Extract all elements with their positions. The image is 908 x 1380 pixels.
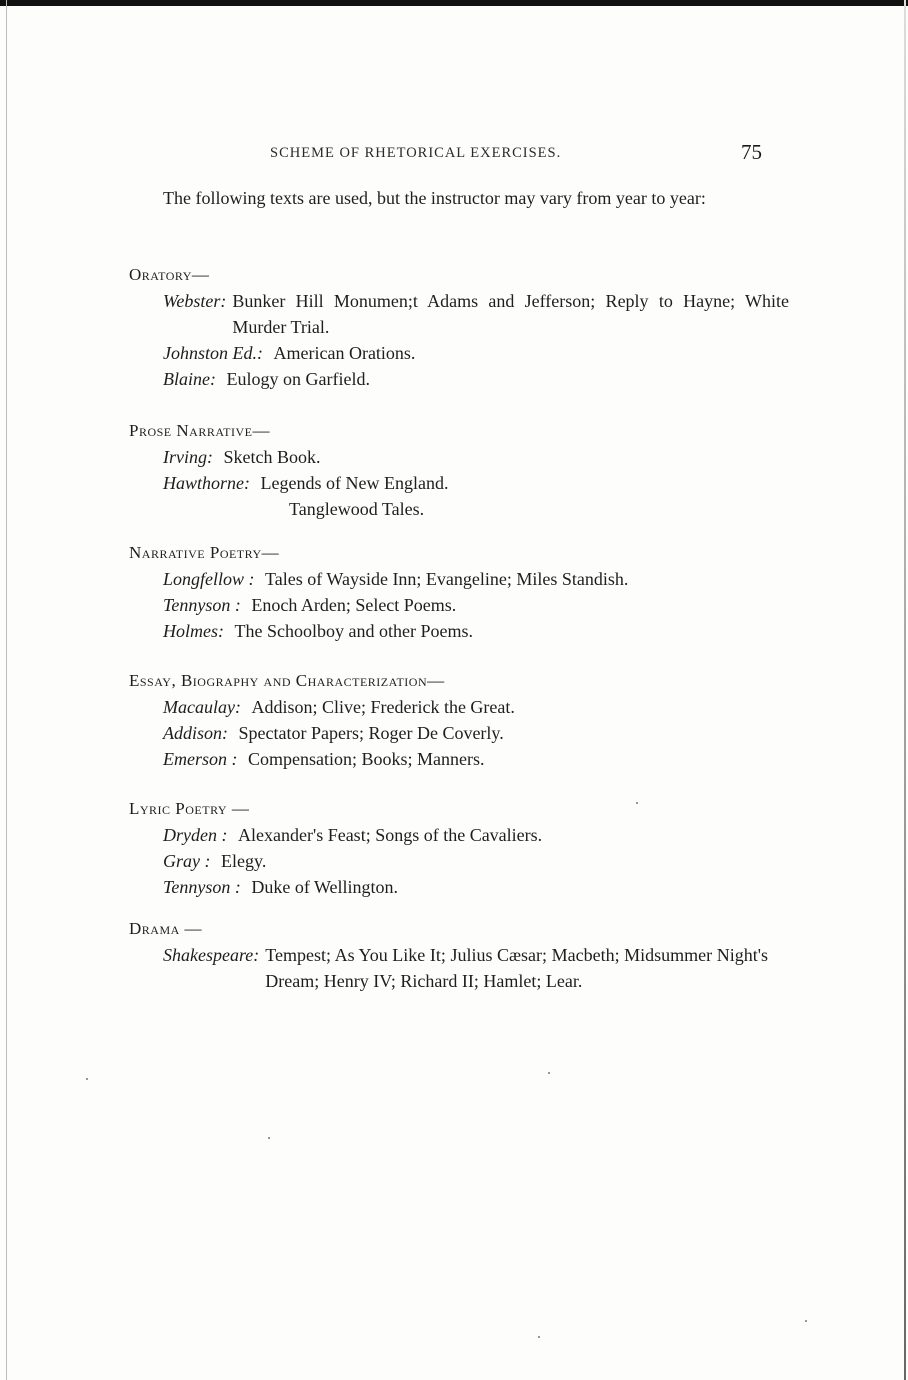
work-list: Spectator Papers; Roger De Coverly. (238, 723, 504, 743)
author-name: Emerson : (163, 749, 238, 769)
entry-macaulay (163, 694, 779, 720)
page-number: 75 (741, 140, 762, 164)
scan-speck (86, 1078, 88, 1080)
entry-holmes (163, 618, 779, 644)
section-heading: Oratory— (129, 265, 210, 284)
author-name: Tennyson : (163, 595, 241, 615)
section-essay-biography (129, 668, 779, 772)
scan-speck (538, 1336, 540, 1338)
author-name: Dryden : (163, 825, 228, 845)
author-name: Shakespeare: (163, 945, 260, 965)
entry-shakespeare (163, 942, 768, 994)
work-list: Enoch Arden; Select Poems. (251, 595, 457, 615)
entry-irving (163, 444, 779, 470)
entry-johnston (163, 340, 779, 366)
work-list: American Orations. (273, 343, 416, 363)
work-list: Duke of Wellington. (251, 877, 399, 897)
entry-emerson (163, 746, 779, 772)
work-list-continuation: Tanglewood Tales. (289, 499, 425, 519)
author-name: Holmes: (163, 621, 224, 641)
right-page-edge (904, 0, 906, 1380)
work-list: Legends of New England. (260, 473, 449, 493)
section-prose-narrative (129, 418, 779, 522)
work-list: Tempest; As You Like It; Julius Cæsar; Macbeth; Midsummer Night's Dream; Henry IV; Richard II; Hamlet; Lear. (265, 945, 768, 991)
work-list: Alexander's Feast; Songs of the Cavaliers. (237, 825, 543, 845)
author-name: Longfellow : (163, 569, 255, 589)
work-list: Sketch Book. (223, 447, 321, 467)
top-border-rule (0, 0, 908, 6)
work-list: Bunker Hill Monumen;t Adams and Jefferson; Reply to Hayne; White Murder Trial. (232, 291, 789, 337)
running-title: SCHEME OF RHETORICAL EXERCISES. (270, 145, 562, 161)
entry-blaine (163, 366, 779, 392)
section-heading: Narrative Poetry— (129, 543, 280, 562)
entry-hawthorne (163, 470, 779, 496)
work-list: Tales of Wayside Inn; Evangeline; Miles Standish. (265, 569, 629, 589)
author-name: Blaine: (163, 369, 216, 389)
entry-tennyson (163, 592, 779, 618)
intro-paragraph: The following texts are used, but the instructor may vary from year to year: (163, 188, 706, 208)
entry-dryden (163, 822, 779, 848)
scan-speck (268, 1137, 270, 1139)
author-name: Addison: (163, 723, 228, 743)
section-heading: Drama — (129, 919, 203, 938)
section-oratory (129, 262, 789, 392)
scan-speck (636, 802, 638, 804)
entry-gray (163, 848, 779, 874)
entry-addison (163, 720, 779, 746)
entry-webster (163, 288, 789, 340)
work-list: Addison; Clive; Frederick the Great. (251, 697, 515, 717)
work-list: Eulogy on Garfield. (226, 369, 370, 389)
author-name: Johnston Ed.: (163, 343, 263, 363)
section-drama (129, 916, 779, 994)
section-heading: Essay, Biography and Characterization— (129, 671, 445, 690)
work-list: Compensation; Books; Manners. (248, 749, 485, 769)
author-name: Tennyson : (163, 877, 241, 897)
entry-tennyson-lyric (163, 874, 779, 900)
entry-longfellow (163, 566, 779, 592)
author-name: Macaulay: (163, 697, 241, 717)
author-name: Gray : (163, 851, 211, 871)
scan-speck (805, 1320, 807, 1322)
author-name: Irving: (163, 447, 213, 467)
work-list: The Schoolboy and other Poems. (234, 621, 473, 641)
work-list: Elegy. (221, 851, 267, 871)
section-narrative-poetry (129, 540, 779, 644)
author-name: Webster: (163, 291, 227, 311)
left-page-edge (6, 0, 7, 1380)
author-name: Hawthorne: (163, 473, 250, 493)
section-lyric-poetry (129, 796, 779, 900)
scan-speck (548, 1072, 550, 1074)
section-heading: Prose Narrative— (129, 421, 270, 440)
section-heading: Lyric Poetry — (129, 799, 250, 818)
